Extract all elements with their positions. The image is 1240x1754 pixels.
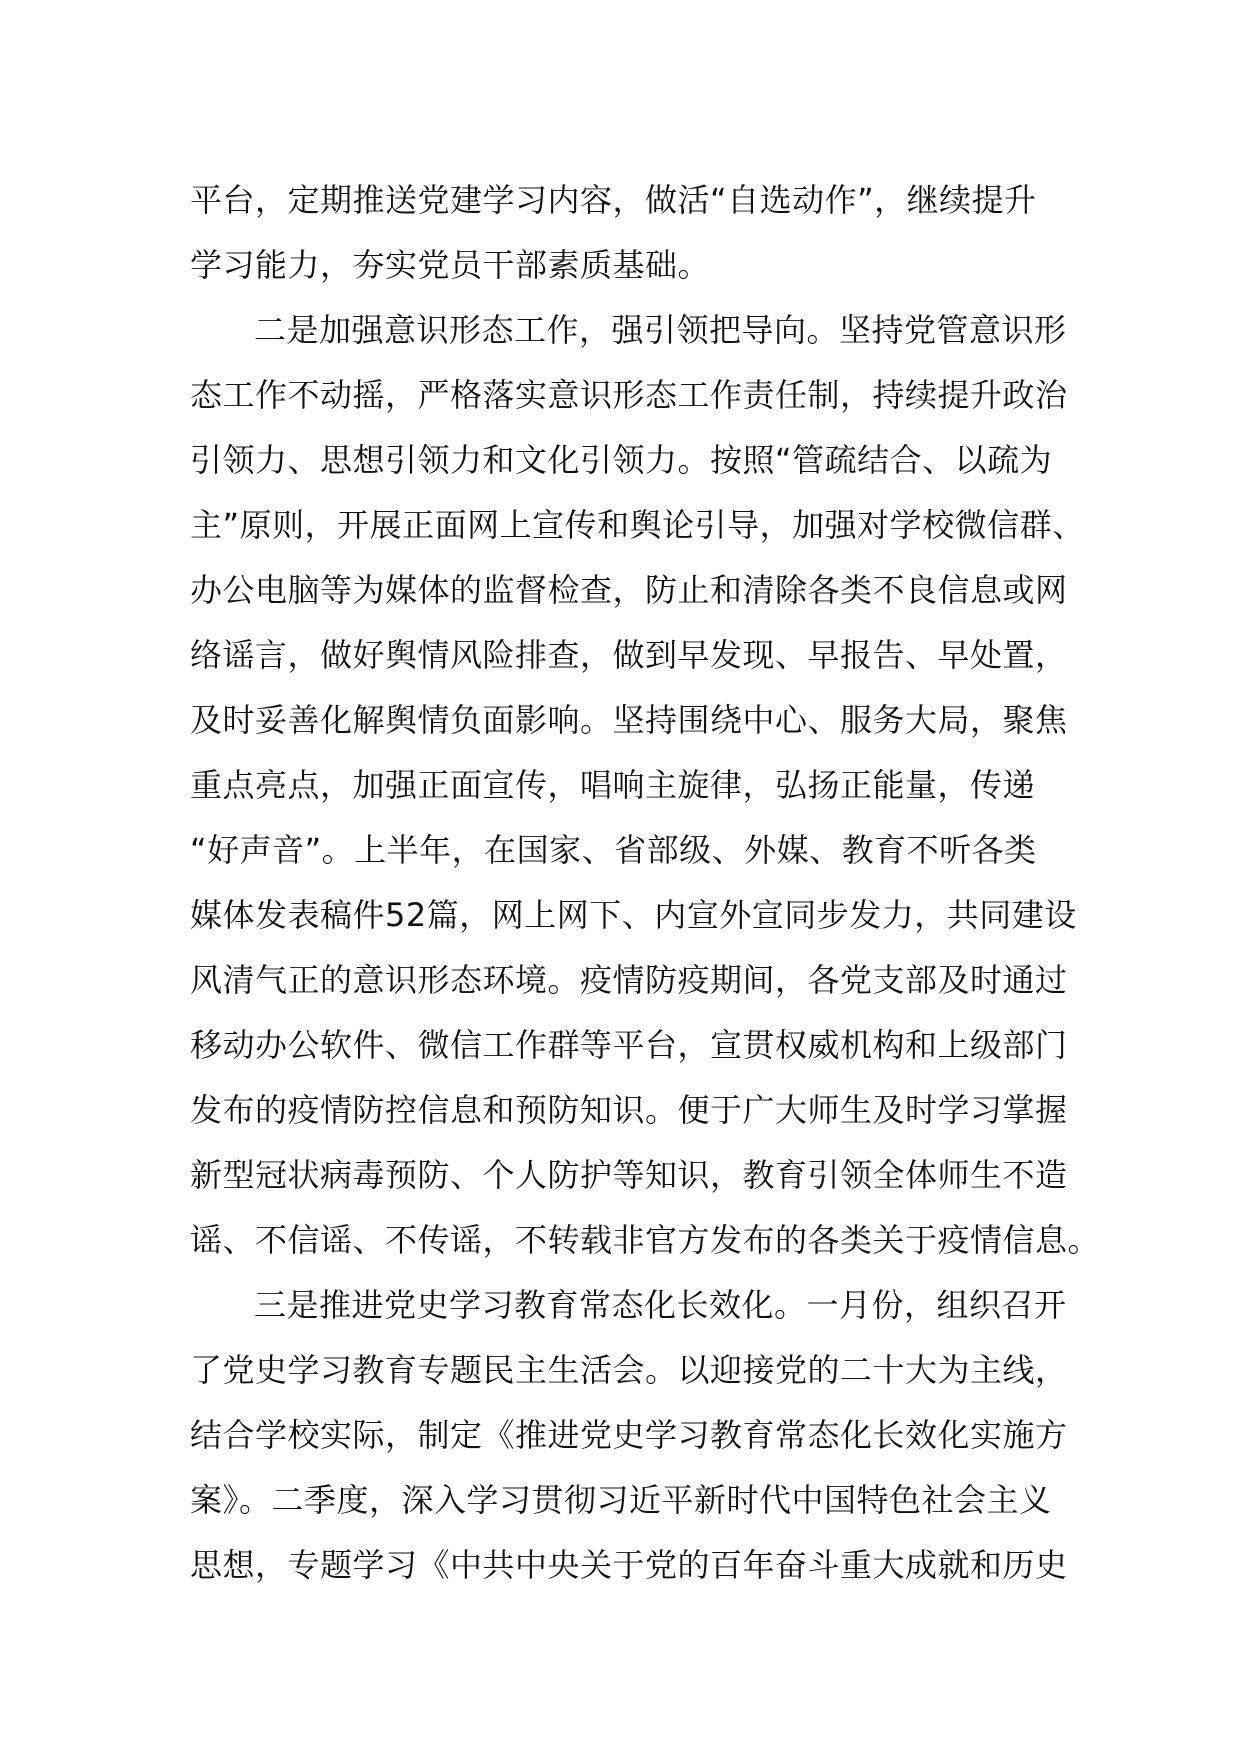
- text-line: 主”原则，开展正面网上宣传和舆论引导，加强对学校微信群、: [190, 506, 1085, 544]
- text-line: 络谣言，做好舆情风险排查，做到早发现、早报告、早处置，: [190, 636, 1068, 674]
- text-line: 重点亮点，加强正面宣传，唱响主旋律，弘扬正能量，传递: [190, 766, 1036, 804]
- text-line: 新型冠状病毒预防、个人防护等知识，教育引领全体师生不造: [190, 1156, 1068, 1194]
- text-line: 二是加强意识形态工作，强引领把导向。坚持党管意识形: [254, 311, 1067, 349]
- text-line: 办公电脑等为媒体的监督检查，防止和清除各类不良信息或网: [190, 571, 1068, 609]
- text-line: 风清气正的意识形态环境。疫情防疫期间，各党支部及时通过: [190, 961, 1068, 999]
- text-line: 引领力、思想引领力和文化引领力。按照“管疏结合、以疏为: [190, 441, 1053, 479]
- document-body: [190, 168, 1101, 1598]
- text-line: 思想，专题学习《中共中央关于党的百年奋斗重大成就和历史: [190, 1546, 1068, 1584]
- text-line: 学习能力，夯实党员干部素质基础。: [190, 246, 711, 284]
- text-line: 了党史学习教育专题民主生活会。以迎接党的二十大为主线，: [190, 1351, 1068, 1389]
- text-line: 及时妥善化解舆情负面影响。坚持围绕中心、服务大局，聚焦: [190, 701, 1068, 739]
- text-line: 平台，定期推送党建学习内容，做活“自选动作”，继续提升: [190, 181, 1037, 219]
- text-line: 发布的疫情防控信息和预防知识。便于广大师生及时学习掌握: [190, 1091, 1068, 1129]
- text-line: 案》。二季度，深入学习贯彻习近平新时代中国特色社会主义: [190, 1481, 1052, 1519]
- text-line: 结合学校实际，制定《推进党史学习教育常态化长效化实施方: [190, 1416, 1068, 1454]
- text-line: 态工作不动摇，严格落实意识形态工作责任制，持续提升政治: [190, 376, 1068, 414]
- text-line: 媒体发表稿件52篇，网上网下、内宣外宣同步发力，共同建设: [190, 896, 1077, 934]
- text-line: “好声音”。上半年，在国家、省部级、外媒、教育不听各类: [190, 831, 1037, 869]
- text-line: 三是推进党史学习教育常态化长效化。一月份，组织召开: [254, 1286, 1067, 1324]
- text-line: 移动办公软件、微信工作群等平台，宣贯权威机构和上级部门: [190, 1026, 1068, 1064]
- text-line: 谣、不信谣、不传谣，不转载非官方发布的各类关于疫情信息。: [190, 1221, 1101, 1259]
